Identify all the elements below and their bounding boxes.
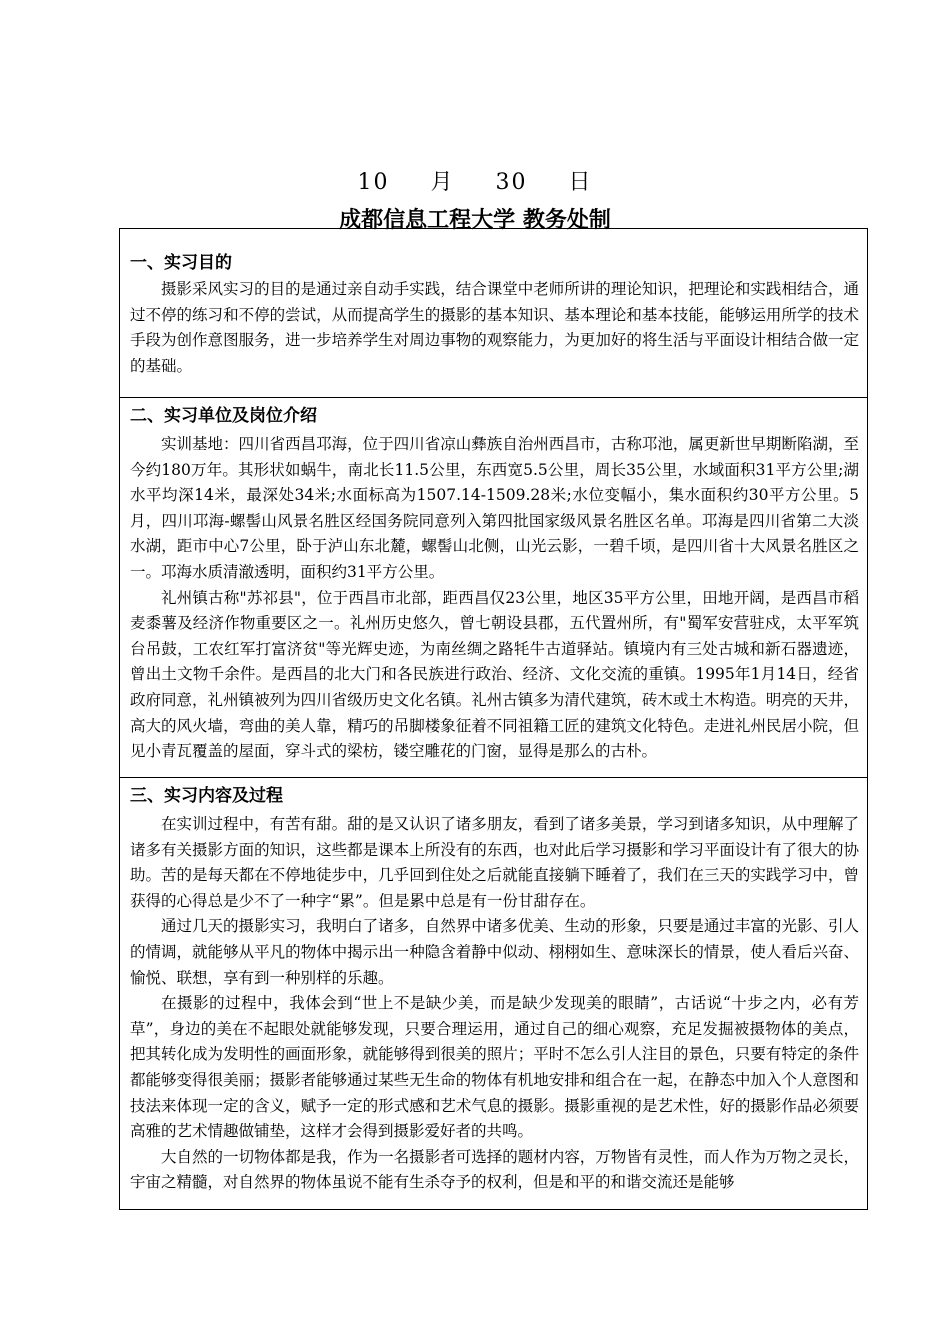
section-body — [130, 277, 859, 379]
report-form — [119, 228, 868, 1210]
paragraph: 礼州镇古称"苏祁县"，位于西昌市北部，距西昌仅23公里，地区35平方公里，田地开阔，是西昌市稻麦黍薯及经济作物重要区之一。礼州历史悠久，曾七朝设县郡，五代置州所，有"蜀军安营驻戍，太平军筑台吊鼓，工农红军打富济贫"等光辉史迹，为南丝绸之路牦牛古道驿站。镇境内有三处古城和新石器遗迹，曾出土文物千余件。是西昌的北大门和各民族进行政治、经济、文化交流的重镇。1995年1月14日，经省政府同意，礼州镇被列为四川省级历史文化名镇。礼州古镇多为清代建筑，砖木或土木构造。明亮的天井，高大的风火墙，弯曲的美人靠，精巧的吊脚楼象征着不同祖籍工匠的建筑文化特色。走进礼州民居小院，但见小青瓦覆盖的屋面，穿斗式的梁枋，镂空雕花的门窗，显得是那么的古朴。 — [130, 588, 859, 761]
section-body — [130, 432, 859, 765]
section-unit-intro — [120, 397, 867, 777]
month-number: 10 — [357, 170, 390, 195]
section-content-process — [120, 777, 867, 1211]
paragraph: 实训基地：四川省西昌邛海，位于四川省凉山彝族自治州西昌市，古称邛池，属更新世早期断陷湖，至今约180万年。其形状如蜗牛，南北长11.5公里，东西宽5.5公里，周长35公里，水域面积31平方公里;湖水平均深14米，最深处34米;水面标高为1507.14-1509.28米;水位变幅小，集水面积约30平方公里。5月，四川邛海-螺髻山风景名胜区经国务院同意列入第四批国家级风景名胜区名单。邛海是四川省第二大淡水湖，距市中心7公里，卧于泸山东北麓，螺髻山北侧，山光云影，一碧千顷，是四川省十大风景名胜区之一。邛海水质清澈透明，面积约31平方公里。 — [130, 435, 859, 581]
section-body — [130, 812, 859, 1196]
section-purpose — [120, 229, 867, 397]
paragraph: 在摄影的过程中，我体会到“世上不是缺少美，而是缺少发现美的眼睛”，古话说“十步之内，必有芳草”，身边的美在不起眼处就能够发现，只要合理运用，通过自己的细心观察，充足发掘被摄物体的美点，把其转化成为发明性的画面形象，就能够得到很美的照片；平时不怎么引人注目的景色，只要有特定的条件都能够变得很美丽；摄影者能够通过某些无生命的物体有机地安排和组合在一起，在静态中加入个人意图和技法来体现一定的含义，赋予一定的形式感和艺术气息的摄影。摄影重视的是艺术性，好的摄影作品必须要高雅的艺术情趣做铺垫，这样才会得到摄影爱好者的共鸣。 — [130, 994, 859, 1141]
day-number: 30 — [495, 170, 528, 195]
section-title: 二、实习单位及岗位介绍 — [130, 406, 317, 426]
issuing-office: 成都信息工程大学 教务处制 — [339, 207, 611, 233]
paragraph: 摄影采风实习的目的是通过亲自动手实践，结合课堂中老师所讲的理论知识，把理论和实践相结合，通过不停的练习和不停的尝试，从而提高学生的摄影的基本知识、基本理论和基本技能，能够运用所学的技术手段为创作意图服务，进一步培养学生对周边事物的观察能力，为更加好的将生活与平面设计相结合做一定的基础。 — [130, 280, 859, 375]
month-label: 月 — [430, 170, 455, 195]
day-label: 日 — [568, 170, 593, 195]
section-title: 三、实习内容及过程 — [130, 786, 283, 806]
section-title: 一、实习目的 — [130, 253, 232, 273]
paragraph: 在实训过程中，有苦有甜。甜的是又认识了诸多朋友，看到了诸多美景，学习到诸多知识，从中理解了诸多有关摄影方面的知识，这些都是课本上所没有的东西，也对此后学习摄影和学习平面设计有了很大的协助。苦的是每天都在不停地徒步中，几乎回到住处之后就能直接躺下睡着了，我们在三天的实践学习中，曾获得的心得总是少不了一种字“累”。但是累中总是有一份甘甜存在。 — [130, 815, 859, 910]
paragraph: 大自然的一切物体都是我，作为一名摄影者可选择的题材内容，万物皆有灵性，而人作为万物之灵长，宇宙之精髓，对自然界的物体虽说不能有生杀夺予的权利，但是和平的和谐交流还是能够 — [130, 1147, 859, 1192]
date-line — [0, 165, 950, 196]
paragraph: 通过几天的摄影实习，我明白了诸多，自然界中诸多优美、生动的形象，只要是通过丰富的光影、引人的情调，就能够从平凡的物体中揭示出一种隐含着静中似动、栩栩如生、意味深长的情景，使人看后兴奋、愉悦、联想，享有到一种别样的乐趣。 — [130, 917, 859, 987]
